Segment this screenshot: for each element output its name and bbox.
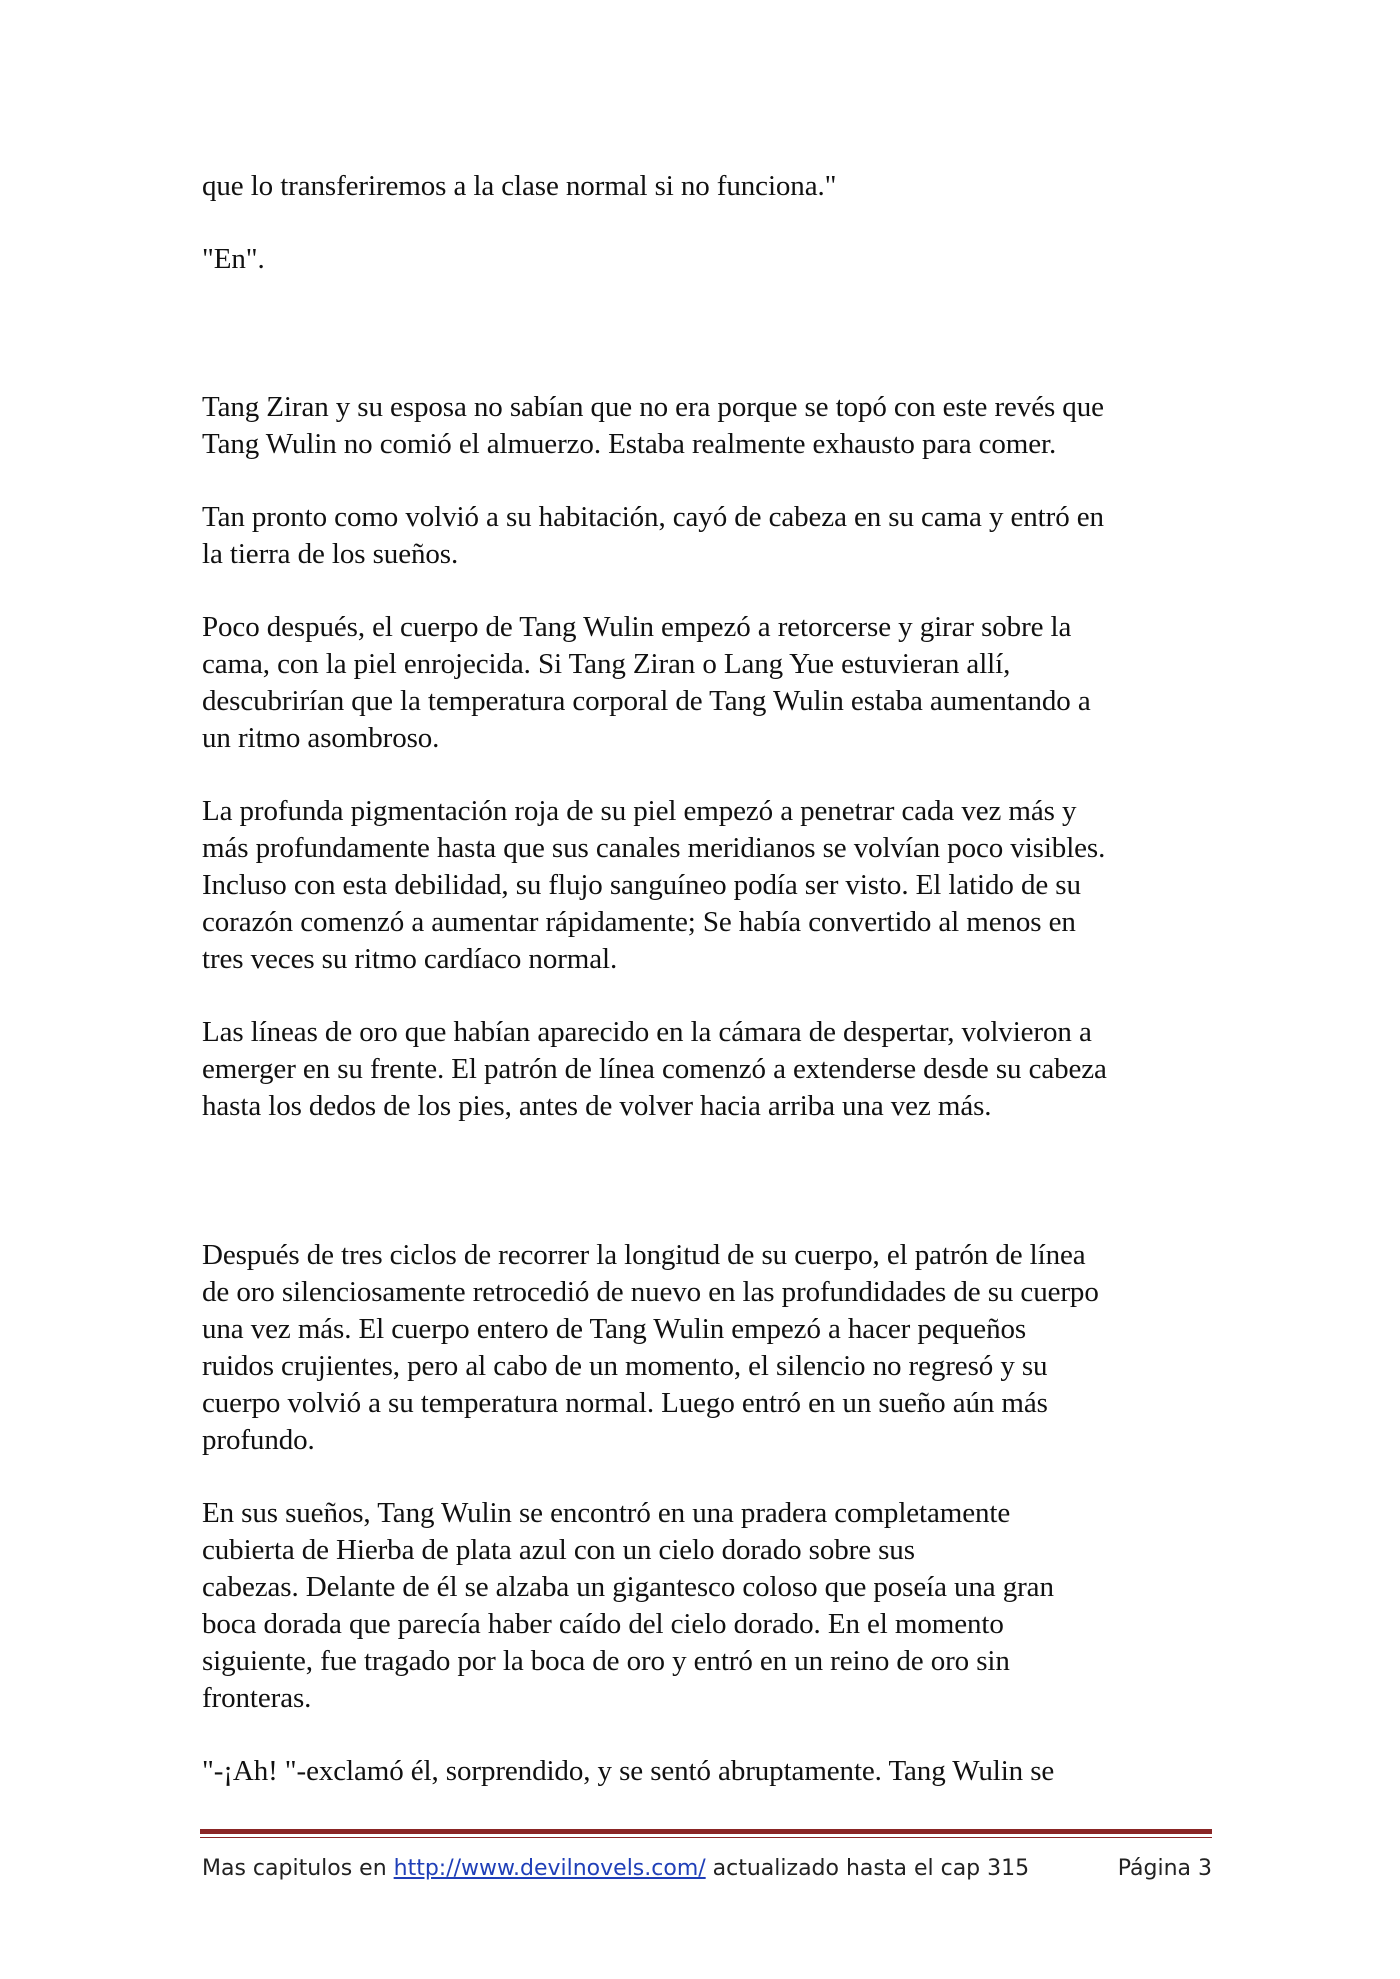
paragraph: "En". [202,243,265,275]
paragraph: que lo transferiremos a la clase normal si no funciona." [202,170,837,202]
paragraph: La profunda pigmentación roja de su piel empezó a penetrar cada vez más y más profundamente hasta que sus canales meridianos se volvían poco visibles. Incluso con esta debilidad, su flujo sanguíneo podía ser visto. El latido de su corazón comenzó a aumentar rápidamente; Se había convertido al menos en tres veces su ritmo cardíaco normal. [202,795,1106,975]
paragraph: Tan pronto como volvió a su habitación, cayó de cabeza en su cama y entró en la tierra de los sueños. [202,501,1104,570]
paragraph: Las líneas de oro que habían aparecido en la cámara de despertar, volvieron a emerger en su frente. El patrón de línea comenzó a extenderse desde su cabeza hasta los dedos de los pies, antes de volver hacia arriba una vez más. [202,1016,1107,1122]
paragraph: "-¡Ah! "-exclamó él, sorprendido, y se sentó abruptamente. Tang Wulin se [202,1755,1055,1787]
page-footer [200,1829,1212,1886]
footer-suffix: actualizado hasta el cap 315 [705,1856,1030,1881]
paragraph: Tang Ziran y su esposa no sabían que no era porque se topó con este revés que Tang Wulin no comió el almuerzo. Estaba realmente exhausto para comer. [202,391,1104,460]
footer-rule-thick [200,1829,1212,1834]
footer-row [200,1852,1212,1886]
paragraph: Después de tres ciclos de recorrer la longitud de su cuerpo, el patrón de línea de oro silenciosamente retrocedió de nuevo en las profundidades de su cuerpo una vez más. El cuerpo entero de Tang Wulin empezó a hacer pequeños ruidos crujientes, pero al cabo de un momento, el silencio no regresó y su cuerpo volvió a su temperatura normal. Luego entró en un sueño aún más profundo. [202,1239,1099,1456]
footer-prefix: Mas capitulos en [202,1856,394,1881]
paragraph: En sus sueños, Tang Wulin se encontró en una pradera completamente cubierta de Hierba de plata azul con un cielo dorado sobre sus cabezas. Delante de él se alzaba un gigantesco coloso que poseía una gran boca dorada que parecía haber caído del cielo dorado. En el momento siguiente, fue tragado por la boca de oro y entró en un reino de oro sin fronteras. [202,1497,1054,1714]
page-number: Página 3 [1117,1856,1212,1881]
document-body [202,168,1222,1790]
footer-text [202,1852,1029,1886]
site-link[interactable]: http://www.devilnovels.com/ [393,1856,706,1881]
footer-rule-thin [200,1837,1212,1838]
paragraph: Poco después, el cuerpo de Tang Wulin empezó a retorcerse y girar sobre la cama, con la piel enrojecida. Si Tang Ziran o Lang Yue estuvieran allí, descubrirían que la temperatura corporal de Tang Wulin estaba aumentando a un ritmo asombroso. [202,611,1091,754]
